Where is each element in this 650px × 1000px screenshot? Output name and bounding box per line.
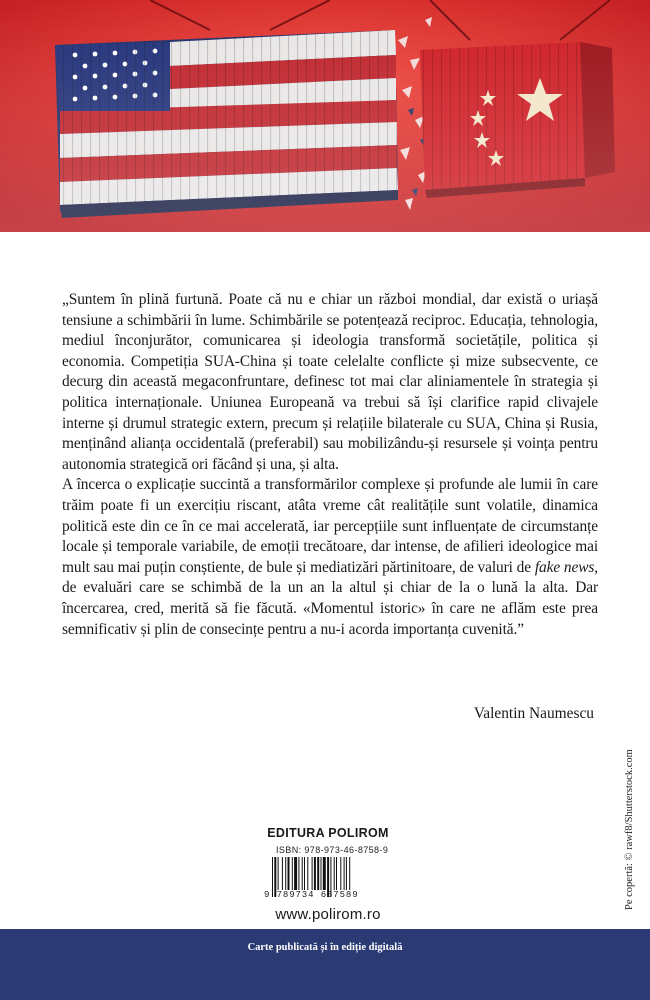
barcode-bar [282,857,283,890]
quote-paragraph-2 [62,475,598,640]
barcode-bar [294,857,297,890]
publisher-website[interactable]: www.polirom.ro [275,906,381,923]
barcode-bar [314,857,316,890]
cover-credit: Pe copertă: © rawf8/Shutterstock.com [624,749,635,910]
footer-text: Carte publicată și în ediție digitală [247,942,403,953]
barcode-bar [302,857,303,890]
barcode-digits: 9 789734 687589 [264,890,359,900]
quote-author: Valentin Naumescu [473,705,594,722]
barcode-bar [292,857,293,890]
barcode-bar [321,857,322,890]
quote-paragraph-2-part-2: , de evaluări care se schimbă de la un an la altul și chiar de la o lună la alta. Dar încercarea, cred, merită să fie făcută. «Momentul istoric» în care ne aflăm este prea semnificativ și plin de consecințe pentru a nu-i acorda importanța cuvenită.” [62,558,598,638]
barcode-bar [349,857,350,890]
back-cover-quote [62,290,598,640]
footer-band [0,929,650,1000]
barcode-bar [334,857,335,890]
barcode-bar [304,857,305,890]
barcode-bar [346,857,347,890]
barcode-bar [312,857,313,890]
quote-paragraph-1: „Suntem în plină furtună. Poate că nu e chiar un război mondial, dar există o uriașă tensiune a schimbării în lume. Schimbările se potențează reciproc. Educația, tehnologia, mediul înconjurător, comunicarea și ideologia transformă societățile, politica și economia. Competiția SUA-China și toate celelalte conflicte și mize subsecvente, ce decurg din această megaconfruntare, definesc tot mai clar aliniamentele în strategia și politica internaționale. Uniunea Europeană va trebui să își clarifice rapid clivajele interne și drumul strategic extern, precum și relațiile bilaterale cu SUA, China și Rusia, menținând alianța occidentală (preferabil) sau mobilizându-și resursele și voința pentru autonomia strategică ori făcând și una, și alta. [62,291,598,473]
isbn: ISBN: 978-973-46-8758-9 [276,845,389,855]
barcode-bar [298,857,299,890]
publisher-name: EDITURA POLIROM [267,826,389,840]
quote-italic-phrase: fake news [534,558,595,576]
barcode-bar [285,857,286,890]
barcode-bar [317,857,319,890]
barcode-bar [307,857,308,890]
barcode-bar [344,857,345,890]
barcode-bar [336,857,337,890]
barcode-bar [340,857,341,890]
barcode-bar [323,857,326,890]
barcode-bar [288,857,290,890]
barcode-bar [278,857,279,890]
cover-illustration-containers [0,0,650,232]
quote-paragraph-2-part-1: A încerca o explicație succintă a transformărilor complexe și profunde ale lumii în care trăim poate fi un exercițiu riscant, atâta vreme cât realitățile sunt volatile, dinamica politică este din ce în ce mai accelerată, iar percepțiile sunt influențate de circumstanțe locale și temporale variabile, de emoții trecătoare, dar intense, de afilieri ideologice mai mult sau mai puțin conștiente, de bule și mediatizări părtinitoare, de valuri de [62,476,598,576]
